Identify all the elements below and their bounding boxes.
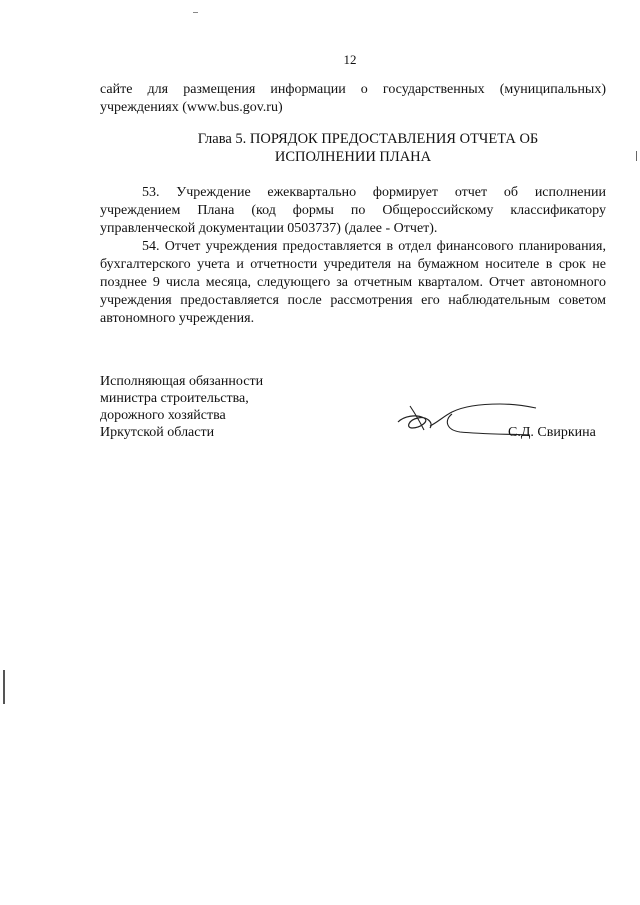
position-line-3: дорожного хозяйства (100, 408, 226, 423)
intro-paragraph: сайте для размещения информации о государственных (муниципальных) учреждениях (www.bus.gov.ru) (100, 82, 606, 115)
scan-artifact (3, 670, 5, 704)
signatory-name: С.Д. Свиркина (508, 425, 596, 440)
chapter-title-line1: Глава 5. ПОРЯДОК ПРЕДОСТАВЛЕНИЯ ОТЧЕТА ОБ (197, 131, 539, 147)
paragraph-54: 54. Отчет учреждения предоставляется в отдел финансового планирования, бухгалтерского учета и отчетности учредителя на бумажном носителе в срок не позднее 9 числа месяца, следующего за отчетным кварталом. Отчет автономного учреждения предоставляется после рассмотрения его наблюдательным советом автономного учреждения. (100, 239, 606, 326)
position-line-2: министра строительства, (100, 391, 249, 406)
position-line-1: Исполняющая обязанности (100, 374, 264, 389)
chapter-title-line2: ИСПОЛНЕНИИ ПЛАНА (274, 149, 432, 165)
chapter-title (100, 130, 606, 166)
position-line-4: Иркутской области (100, 425, 215, 440)
body-paragraphs (100, 184, 606, 328)
scan-artifact (636, 151, 637, 161)
scan-artifact (193, 12, 198, 13)
signatory-position (100, 373, 263, 441)
paragraph-53: 53. Учреждение ежеквартально формирует отчет об исполнении учреждением Плана (код формы по Общероссийскому классификатору управленческой документации 0503737) (далее - Отчет). (100, 185, 606, 236)
page-number: 12 (343, 52, 357, 67)
